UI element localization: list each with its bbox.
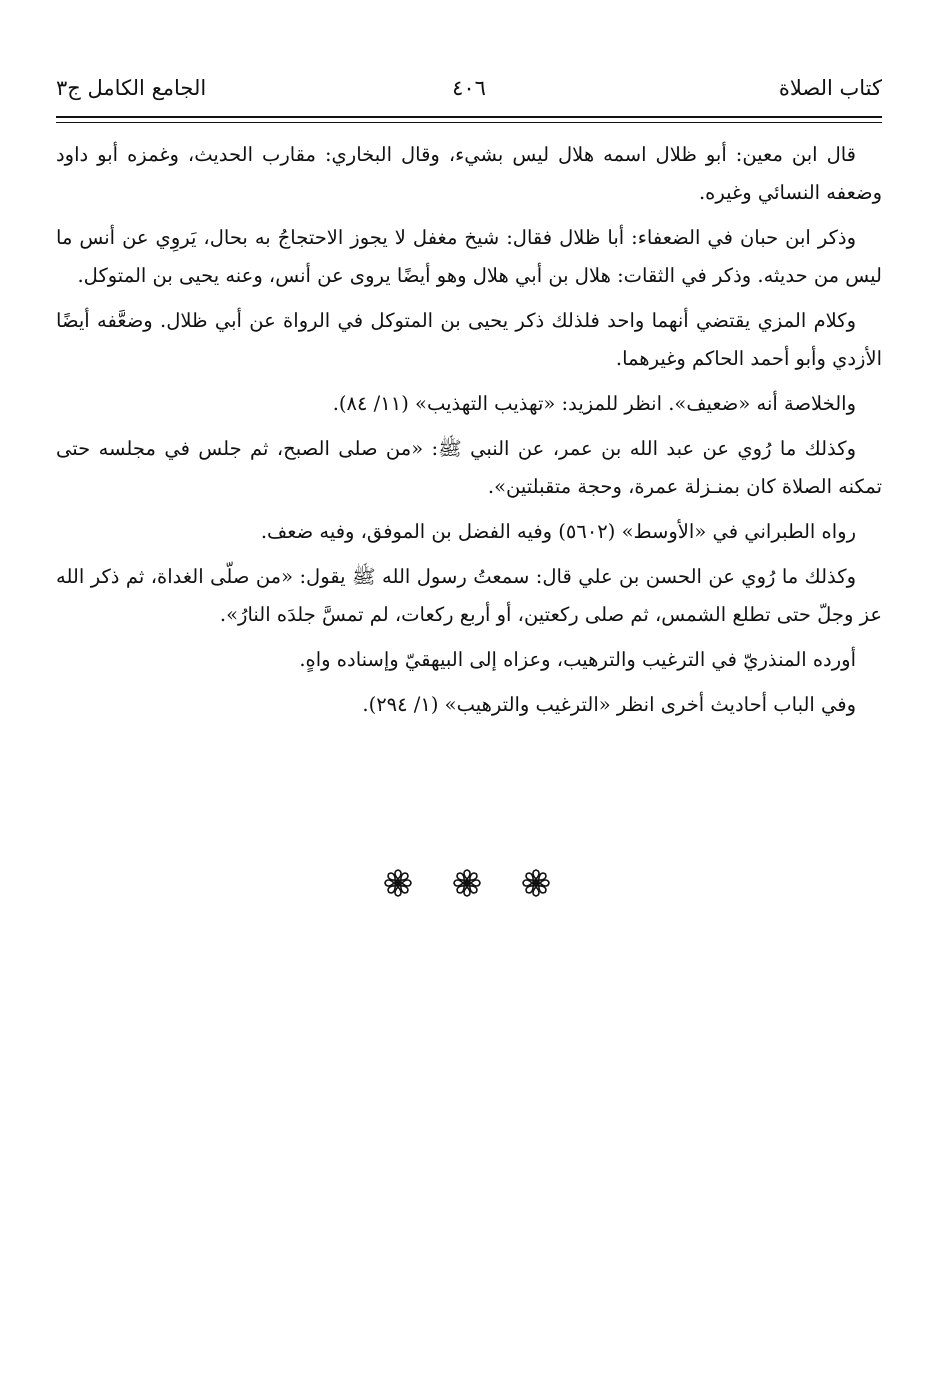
paragraph: قال ابن معين: أبو ظلال اسمه هلال ليس بشيء، وقال البخاري: مقارب الحديث، وغمزه أبو داود وضعفه النسائي وغيره. [56,143,882,204]
paragraph: وكلام المزي يقتضي أنهما واحد فلذلك ذكر يحيى بن المتوكل في الرواة عن أبي ظلال. وضعَّفه أيضًا الأزدي وأبو أحمد الحاكم وغيرهما. [56,309,882,370]
paragraph: أورده المنذريّ في الترغيب والترهيب، وعزاه إلى البيهقيّ وإسناده واهٍ. [299,648,856,671]
ornament-icon [521,868,551,898]
ornament-icon [383,868,413,898]
book-title: الجامع الكامل ج٣ [56,76,207,100]
page-number: ٤٠٦ [452,76,486,100]
text-body [56,136,882,731]
ornament-icon [452,868,482,898]
paragraph: وفي الباب أحاديث أخرى انظر «الترغيب والترهيب» (١/ ٢٩٤). [362,693,856,716]
header-rule-thick [56,116,882,118]
header-rule-thin [56,122,882,123]
paragraph: وكذلك ما رُوي عن عبد الله بن عمر، عن النبي ﷺ: «من صلى الصبح، ثم جلس في مجلسه حتى تمكنه الصلاة كان بمنـزلة عمرة، وحجة متقبلتين». [56,437,882,498]
running-header [56,70,882,114]
paragraph: رواه الطبراني في «الأوسط» (٥٦٠٢) وفيه الفضل بن الموفق، وفيه ضعف. [260,520,856,543]
paragraph: وكذلك ما رُوي عن الحسن بن علي قال: سمعتُ رسول الله ﷺ يقول: «من صلّى الغداة، ثم ذكر الله عز وجلّ حتى تطلع الشمس، ثم صلى ركعتين، أو أربع ركعات، لم تمسَّ جلدَه النارُ». [56,565,882,626]
paragraph: وذكر ابن حبان في الضعفاء: أبا ظلال فقال: شيخ مغفل لا يجوز الاحتجاجُ به بحال، يَروِي عن أنس ما ليس من حديثه. وذكر في الثقات: هلال بن أبي هلال وهو أيضًا يروى عن أنس، وعنه يحيى بن المتوكل. [56,226,882,287]
section-divider [0,868,934,902]
paragraph: والخلاصة أنه «ضعيف». انظر للمزيد: «تهذيب التهذيب» (١١/ ٨٤). [332,392,856,415]
chapter-title: كتاب الصلاة [778,76,882,100]
